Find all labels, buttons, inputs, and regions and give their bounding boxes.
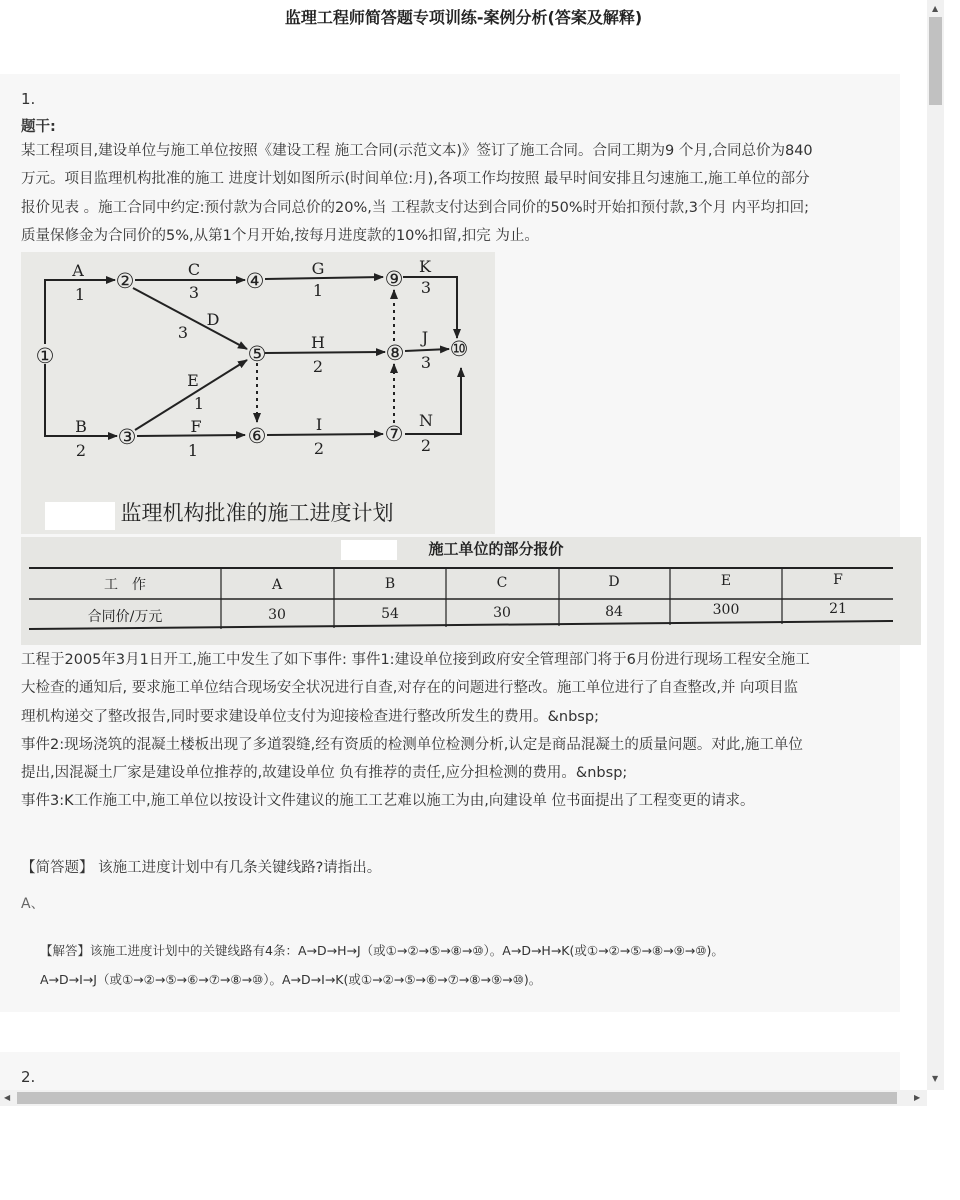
price-table xyxy=(21,537,921,645)
table-col-header: B xyxy=(384,576,396,592)
table-cell: 300 xyxy=(712,602,740,618)
question-type: 【简答题】 该施工进度计划中有几条关键线路?请指出。 xyxy=(21,860,382,876)
activity-duration: 3 xyxy=(420,353,432,372)
node-7: ⑦ xyxy=(384,422,404,446)
node-1: ① xyxy=(35,344,55,368)
scroll-up-icon[interactable]: ▲ xyxy=(932,4,939,13)
activity-name: H xyxy=(311,333,325,352)
question-card-2 xyxy=(0,1052,900,1090)
node-10: ⑩ xyxy=(449,337,469,361)
table-header-label: 工 作 xyxy=(104,577,146,593)
arrow-I xyxy=(267,434,383,435)
activity-name: F xyxy=(190,417,202,436)
option-a[interactable]: A、 xyxy=(21,896,45,912)
intro-line: 报价见表 。施工合同中约定:预付款为合同总价的20%,当 工程款支付达到合同价的50%时开始扣预付款,3个月 内平均扣回; xyxy=(21,199,809,216)
table-cell: 30 xyxy=(493,605,511,621)
activity-duration: 1 xyxy=(193,394,205,413)
event-line: 提出,因混凝土厂家是建设单位推荐的,故建设单位 负有推荐的责任,应分担检测的费用。&nbsp; xyxy=(21,765,628,782)
table-cell: 21 xyxy=(829,601,847,617)
activity-duration: 2 xyxy=(75,441,87,460)
table-col-header: E xyxy=(720,573,732,589)
activity-duration: 2 xyxy=(312,357,324,376)
table-cell: 84 xyxy=(605,604,623,620)
intro-line: 某工程项目,建设单位与施工单位按照《建设工程 施工合同(示范文本)》签订了施工合同。合同工期为9 个月,合同总价为840 xyxy=(21,143,813,159)
activity-name: N xyxy=(419,411,433,430)
node-8: ⑧ xyxy=(385,341,405,365)
scroll-down-icon[interactable]: ▼ xyxy=(932,1074,939,1083)
network-caption: 监理机构批准的施工进度计划 xyxy=(120,501,394,525)
activity-duration: 3 xyxy=(420,278,432,297)
node-3: ③ xyxy=(117,425,137,449)
activity-name: A xyxy=(72,261,84,280)
event-line: 大检查的通知后, 要求施工单位结合现场安全状况进行自查,对存在的问题进行整改。施工单位进行了自查整改,并 向项目监 xyxy=(21,680,799,697)
event-line: 事件3:K工作施工中,施工单位以按设计文件建议的施工工艺难以施工为由,向建设单 位书面提出了工程变更的请求。 xyxy=(21,793,755,810)
activity-name: G xyxy=(311,259,325,278)
table-row-label: 合同价/万元 xyxy=(87,609,163,625)
activity-duration: 3 xyxy=(177,323,189,342)
arrow-J xyxy=(405,349,449,351)
node-2: ② xyxy=(115,269,135,293)
table-cell: 30 xyxy=(268,607,286,623)
activity-duration: 2 xyxy=(420,436,432,455)
arrow-H xyxy=(265,352,385,353)
activity-name: B xyxy=(75,417,87,436)
table-col-header: C xyxy=(496,575,508,591)
intro-line: 质量保修金为合同价的5%,从第1个月开始,按每月进度款的10%扣留,扣完 为止。 xyxy=(21,227,539,244)
activity-name: K xyxy=(419,257,431,276)
page-title: 监理工程师简答题专项训练-案例分析(答案及解释) xyxy=(284,8,643,27)
question-number-2: 2. xyxy=(21,1068,36,1086)
answer-line: 【解答】该施工进度计划中的关键线路有4条：A→D→H→J（或①→②→⑤→⑧→⑩）。A→D→H→K(或①→②→⑤→⑧→⑨→⑩)。 xyxy=(40,943,724,958)
table-title-mask xyxy=(341,540,397,560)
activity-duration: 1 xyxy=(187,441,199,460)
scroll-right-icon[interactable]: ▶ xyxy=(914,1093,921,1102)
table-cell: 54 xyxy=(381,606,399,622)
horizontal-scroll-thumb[interactable] xyxy=(17,1092,897,1104)
intro-line: 万元。项目监理机构批准的施工 进度计划如图所示(时间单位:月),各项工作均按照 最早时间安排且匀速施工,施工单位的部分 xyxy=(21,171,810,188)
node-6: ⑥ xyxy=(247,424,267,448)
event-line: 工程于2005年3月1日开工,施工中发生了如下事件: 事件1:建设单位接到政府安全管理部门将于6月份进行现场工程安全施工 xyxy=(21,652,810,668)
node-9: ⑨ xyxy=(384,267,404,291)
question-events xyxy=(21,646,891,816)
activity-duration: 1 xyxy=(74,285,86,304)
arrow-N xyxy=(405,368,461,434)
node-4: ④ xyxy=(245,269,265,293)
table-col-header: D xyxy=(608,574,620,590)
vertical-scrollbar[interactable] xyxy=(927,0,944,1090)
table-col-header: A xyxy=(271,577,283,593)
scroll-left-icon[interactable]: ◀ xyxy=(4,1093,11,1102)
answer-line: A→D→I→J（或①→②→⑤→⑥→⑦→⑧→⑩）。A→D→I→K(或①→②→⑤→⑥→⑦→⑧→⑨→⑩)。 xyxy=(40,972,542,987)
activity-name: C xyxy=(187,260,201,279)
answer-explanation xyxy=(40,936,890,994)
event-line: 事件2:现场浇筑的混凝土楼板出现了多道裂缝,经有资质的检测单位检测分析,认定是商品混凝土的质量问题。对此,施工单位 xyxy=(21,736,803,753)
table-title: 施工单位的部分报价 xyxy=(428,540,564,558)
activity-name: I xyxy=(315,415,323,434)
table-col-header: F xyxy=(833,572,843,588)
activity-name: D xyxy=(206,310,220,329)
node-5: ⑤ xyxy=(247,342,267,366)
event-line: 理机构递交了整改报告,同时要求建设单位支付为迎接检查进行整改所发生的费用。&nbsp; xyxy=(21,708,599,725)
activity-duration: 1 xyxy=(312,281,324,300)
question-number-1: 1. xyxy=(21,90,36,108)
caption-mask xyxy=(45,502,115,530)
vertical-scroll-thumb[interactable] xyxy=(929,17,942,105)
question-intro xyxy=(21,137,891,250)
activity-duration: 3 xyxy=(188,283,200,302)
activity-name: E xyxy=(187,371,199,390)
activity-name: J xyxy=(421,328,429,347)
network-diagram xyxy=(21,252,495,534)
stem-label: 题干: xyxy=(21,119,56,135)
activity-duration: 2 xyxy=(313,439,325,458)
